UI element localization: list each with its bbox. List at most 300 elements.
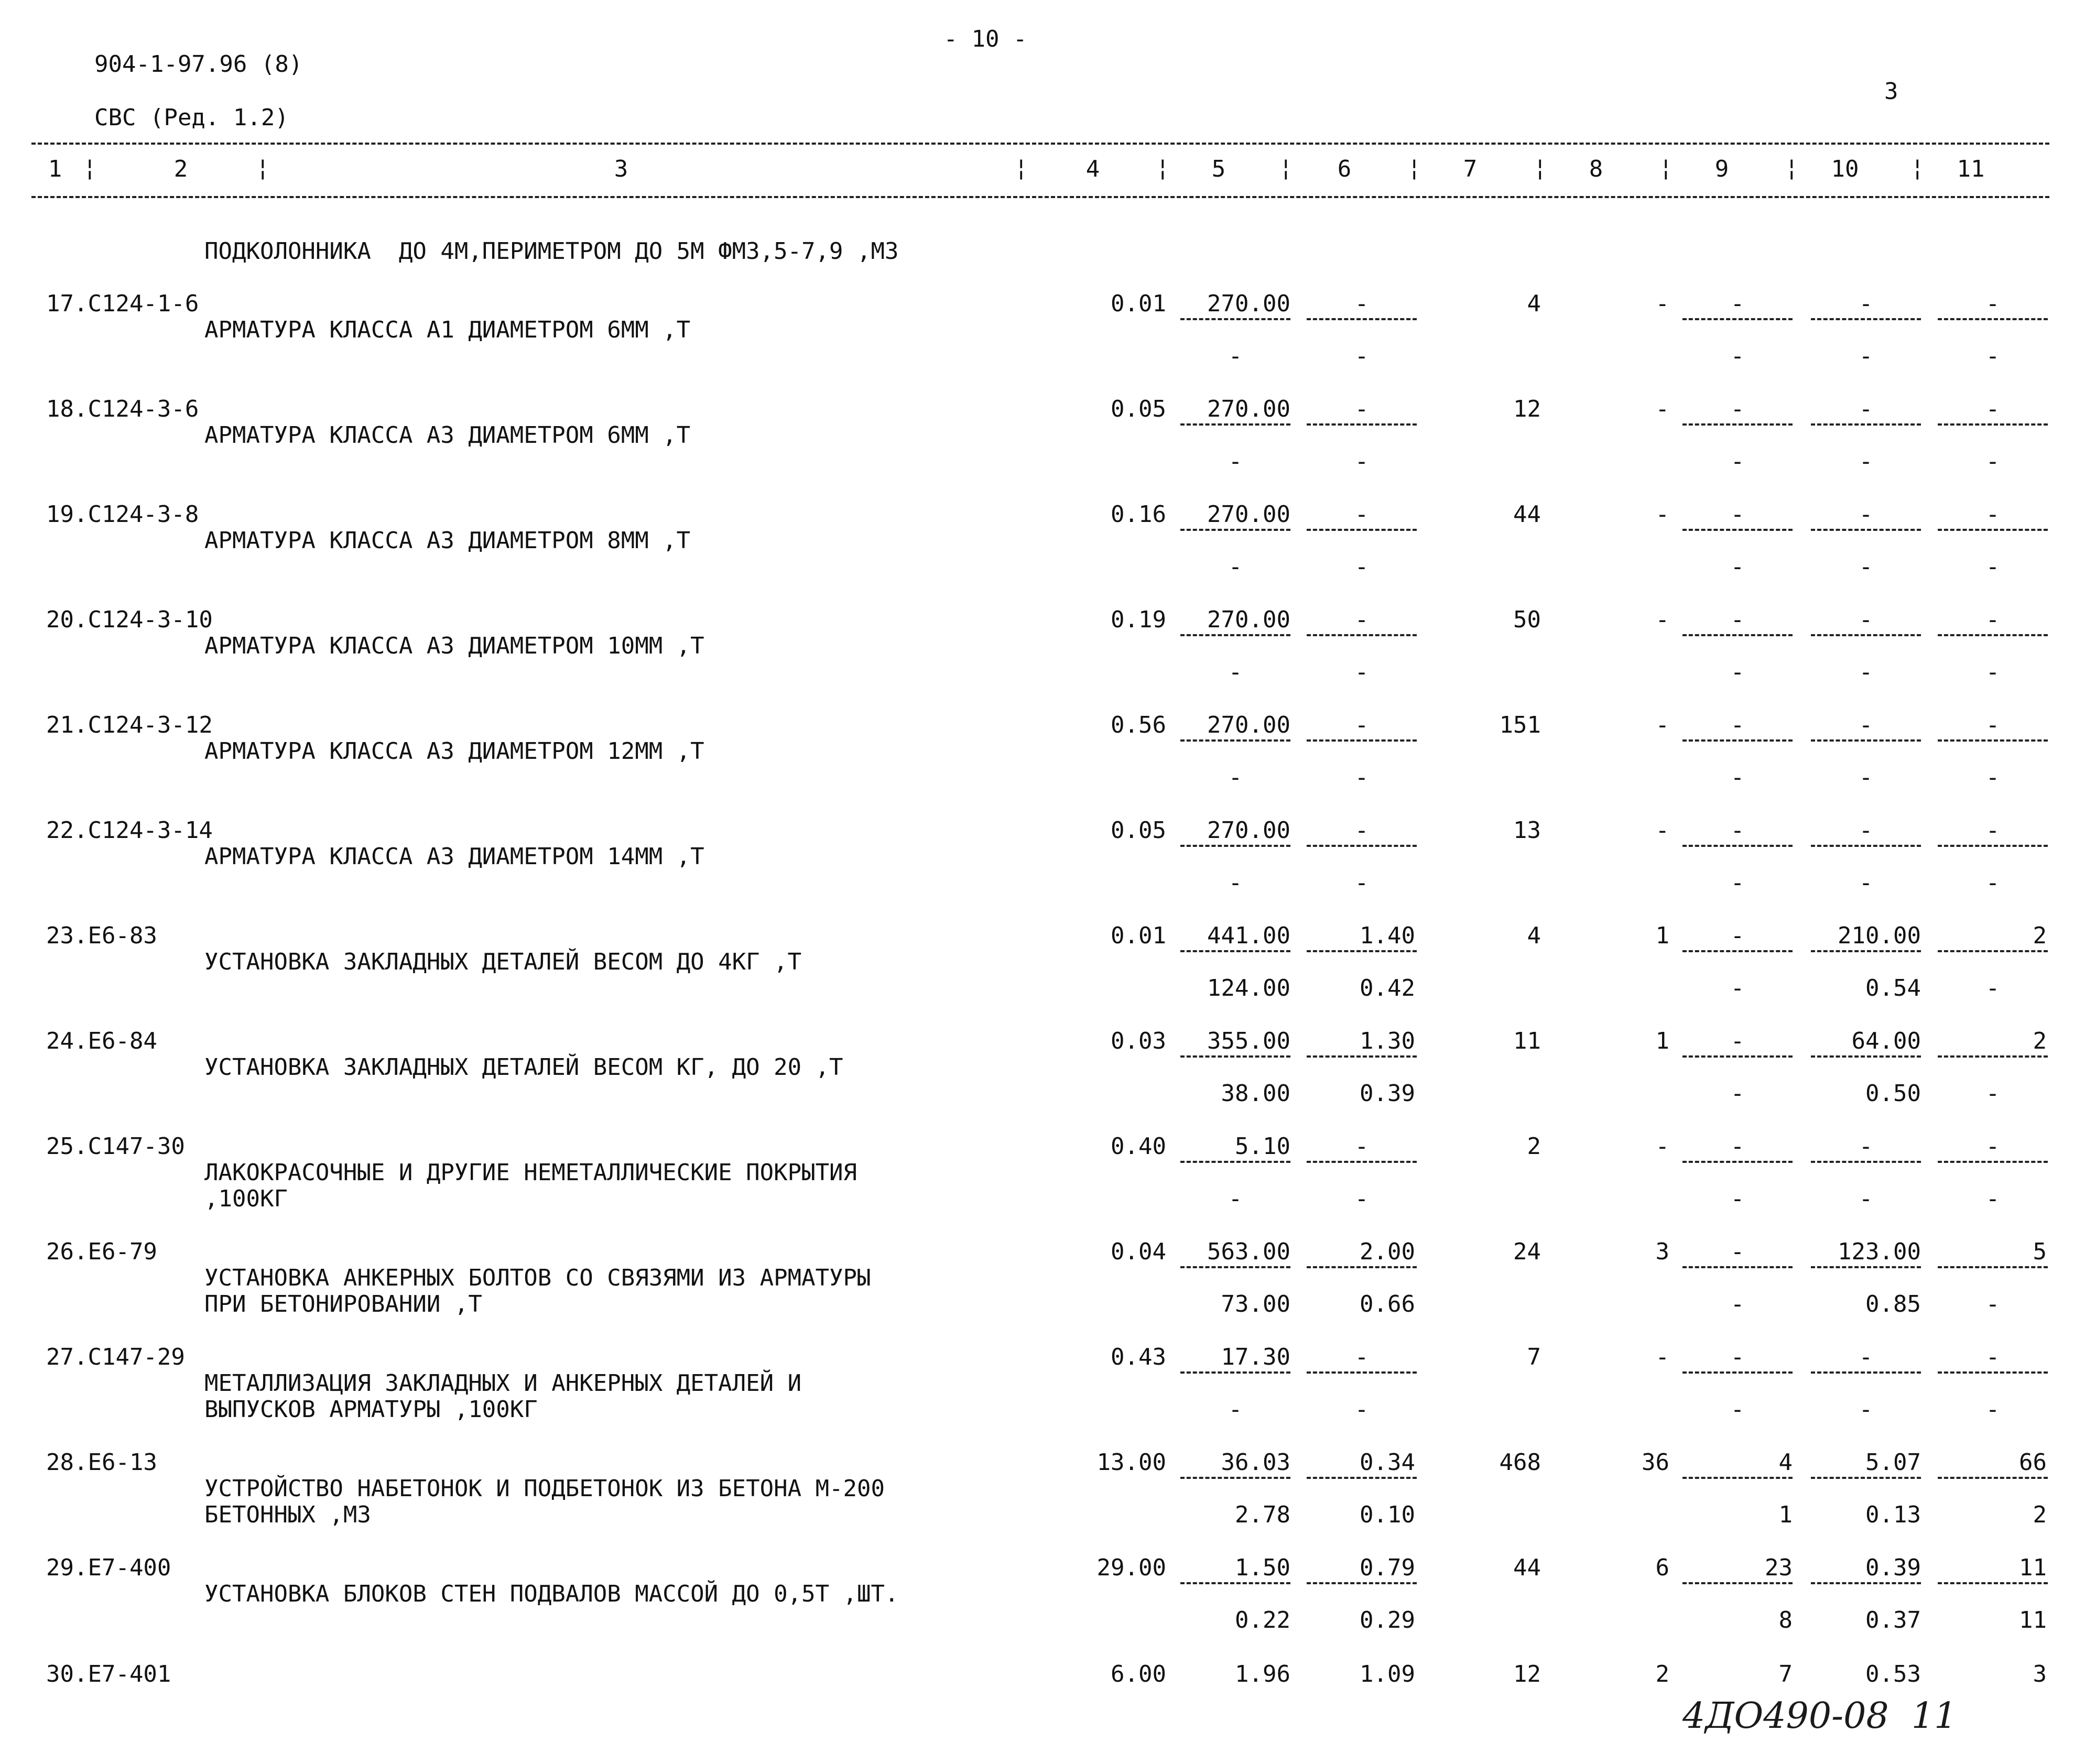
cell-col6: - <box>1354 606 1369 633</box>
cell-col11-sub: - <box>1985 448 2000 475</box>
row-code: 17.С124-1-6 <box>46 290 199 317</box>
fraction-rule <box>1307 950 1417 952</box>
cell-col9: - <box>1730 1028 1745 1054</box>
row-code: 22.С124-3-14 <box>46 817 213 844</box>
row-code: 20.С124-3-10 <box>46 606 213 633</box>
row-code: 25.С147-30 <box>46 1133 185 1160</box>
cell-quantity: 0.56 <box>1111 712 1166 738</box>
fraction-rule <box>1811 529 1921 531</box>
cell-col6-sub: 0.39 <box>1360 1080 1415 1107</box>
cell-total: 7 <box>1527 1344 1541 1370</box>
cell-col9: - <box>1730 290 1745 317</box>
row-description: ВЫПУСКОВ АРМАТУРЫ ,100КГ <box>204 1396 538 1423</box>
fraction-rule <box>1682 1266 1793 1268</box>
fraction-rule <box>1938 1477 2048 1479</box>
fraction-rule <box>1682 739 1793 742</box>
fraction-rule <box>1811 1055 1921 1058</box>
cell-total: 468 <box>1499 1449 1541 1476</box>
row-description: МЕТАЛЛИЗАЦИЯ ЗАКЛАДНЫХ И АНКЕРНЫХ ДЕТАЛЕЙ И <box>204 1370 802 1397</box>
cell-col11: - <box>1985 290 2000 317</box>
cell-col11: - <box>1985 712 2000 738</box>
column-header: 1 <box>48 156 62 182</box>
cell-total: 11 <box>1513 1028 1541 1054</box>
cell-col6: 2.00 <box>1360 1238 1415 1265</box>
cell-col11-sub: - <box>1985 869 2000 896</box>
cell-unit-cost: 270.00 <box>1207 290 1290 317</box>
cell-col6-sub: - <box>1354 1396 1369 1423</box>
header-top-rule <box>31 143 2049 145</box>
row-code: 27.С147-29 <box>46 1344 185 1370</box>
fraction-rule <box>1180 1477 1290 1479</box>
cell-total: 44 <box>1513 1554 1541 1581</box>
cell-col6: - <box>1354 396 1369 422</box>
cell-col11-sub: - <box>1985 1185 2000 1212</box>
fraction-rule <box>1307 1055 1417 1058</box>
cell-unit-cost: 270.00 <box>1207 817 1290 844</box>
cell-col11-sub: - <box>1985 343 2000 369</box>
cell-total: 151 <box>1499 712 1541 738</box>
cell-quantity: 0.19 <box>1111 606 1166 633</box>
fraction-rule <box>1307 529 1417 531</box>
fraction-rule <box>1938 1371 2048 1374</box>
cell-col6-sub: - <box>1354 343 1369 369</box>
fraction-rule <box>1938 950 2048 952</box>
cell-col11: 66 <box>2019 1449 2047 1476</box>
fraction-rule <box>1811 423 1921 426</box>
cell-col8: - <box>1655 396 1669 422</box>
cell-col10-sub: - <box>1859 764 1873 791</box>
fraction-rule <box>1682 423 1793 426</box>
cell-col9-sub: - <box>1730 1291 1745 1317</box>
cell-quantity: 0.01 <box>1111 290 1166 317</box>
cell-col6-sub: - <box>1354 869 1369 896</box>
cell-total: 4 <box>1527 290 1541 317</box>
column-header: 9 <box>1714 156 1729 182</box>
column-header: 3 <box>614 156 628 182</box>
fraction-rule <box>1938 529 2048 531</box>
cell-col6-sub: 0.66 <box>1360 1291 1415 1317</box>
row-description: АРМАТУРА КЛАССА А3 ДИАМЕТРОМ 8ММ ,Т <box>204 527 691 554</box>
row-description: АРМАТУРА КЛАССА А3 ДИАМЕТРОМ 6ММ ,Т <box>204 422 691 449</box>
fraction-rule <box>1307 845 1417 847</box>
cell-col11: - <box>1985 501 2000 528</box>
column-separator: ¦ <box>1533 155 1547 181</box>
cell-col6: - <box>1354 1133 1369 1160</box>
header-bottom-rule <box>31 196 2049 198</box>
sheet-number: 3 <box>1884 78 1898 105</box>
cell-quantity: 13.00 <box>1096 1449 1166 1476</box>
cell-col8: 36 <box>1642 1449 1669 1476</box>
cell-col6-sub: - <box>1354 1185 1369 1212</box>
cell-unit-cost: 441.00 <box>1207 922 1290 949</box>
fraction-rule <box>1938 318 2048 320</box>
cell-col9: - <box>1730 1133 1745 1160</box>
fraction-rule <box>1938 1055 2048 1058</box>
fraction-rule <box>1811 739 1921 742</box>
cell-unit-cost-sub: 73.00 <box>1221 1291 1290 1317</box>
row-code: 28.Е6-13 <box>46 1449 157 1476</box>
fraction-rule <box>1938 1266 2048 1268</box>
cell-col11: 3 <box>2033 1661 2047 1687</box>
cell-col6-sub: - <box>1354 553 1369 580</box>
cell-col11: - <box>1985 1344 2000 1370</box>
cell-col9-sub: - <box>1730 553 1745 580</box>
cell-col9: - <box>1730 396 1745 422</box>
cell-col9: - <box>1730 817 1745 844</box>
fraction-rule <box>1811 1582 1921 1584</box>
cell-quantity: 0.04 <box>1111 1238 1166 1265</box>
cell-col9-sub: - <box>1730 1396 1745 1423</box>
cell-col6: 1.40 <box>1360 922 1415 949</box>
cell-col11-sub: - <box>1985 553 2000 580</box>
fraction-rule <box>1307 318 1417 320</box>
fraction-rule <box>1811 634 1921 636</box>
row-code: 29.Е7-400 <box>46 1554 171 1581</box>
cell-unit-cost-sub: 38.00 <box>1221 1080 1290 1107</box>
cell-total: 24 <box>1513 1238 1541 1265</box>
cell-quantity: 0.16 <box>1111 501 1166 528</box>
cell-col9-sub: - <box>1730 448 1745 475</box>
cell-col10: - <box>1859 290 1873 317</box>
cell-col6-sub: 0.10 <box>1360 1501 1415 1528</box>
cell-col11: - <box>1985 1133 2000 1160</box>
fraction-rule <box>1811 845 1921 847</box>
cell-col9-sub: 1 <box>1778 1501 1793 1528</box>
cell-total: 50 <box>1513 606 1541 633</box>
cell-col9-sub: - <box>1730 343 1745 369</box>
cell-col10: - <box>1859 1344 1873 1370</box>
cell-total: 12 <box>1513 1661 1541 1687</box>
cell-col9: - <box>1730 1238 1745 1265</box>
cell-col6: 0.79 <box>1360 1554 1415 1581</box>
column-header: 7 <box>1463 156 1478 182</box>
column-separator: ¦ <box>1910 155 1925 181</box>
cell-col10-sub: 0.37 <box>1865 1607 1921 1634</box>
row-code: 18.С124-3-6 <box>46 396 199 422</box>
cell-unit-cost-sub: 0.22 <box>1235 1607 1290 1634</box>
cell-col10: 210.00 <box>1838 922 1921 949</box>
cell-col10: - <box>1859 606 1873 633</box>
cell-col9-sub: - <box>1730 869 1745 896</box>
column-header: 8 <box>1589 156 1603 182</box>
cell-col10-sub: - <box>1859 1185 1873 1212</box>
cell-col9-sub: - <box>1730 975 1745 1001</box>
column-separator: ¦ <box>1407 155 1421 181</box>
row-code: 19.С124-3-8 <box>46 501 199 528</box>
cell-col8: 1 <box>1655 922 1669 949</box>
cell-unit-cost-sub: 124.00 <box>1207 975 1290 1001</box>
fraction-rule <box>1682 1582 1793 1584</box>
cell-unit-cost-sub: - <box>1228 764 1243 791</box>
row-description: БЕТОННЫХ ,М3 <box>204 1501 371 1528</box>
fraction-rule <box>1811 1477 1921 1479</box>
cell-col6: - <box>1354 712 1369 738</box>
cell-col10-sub: - <box>1859 869 1873 896</box>
cell-col10-sub: 0.54 <box>1865 975 1921 1001</box>
cell-col10: - <box>1859 1133 1873 1160</box>
fraction-rule <box>1307 634 1417 636</box>
cell-quantity: 0.40 <box>1111 1133 1166 1160</box>
cell-total: 4 <box>1527 922 1541 949</box>
cell-col6-sub: 0.42 <box>1360 975 1415 1001</box>
cell-total: 13 <box>1513 817 1541 844</box>
row-code: 26.Е6-79 <box>46 1238 157 1265</box>
row-description: УСТАНОВКА АНКЕРНЫХ БОЛТОВ СО СВЯЗЯМИ ИЗ АРМАТУРЫ <box>204 1265 871 1291</box>
fraction-rule <box>1938 634 2048 636</box>
fraction-rule <box>1682 1161 1793 1163</box>
row-description: АРМАТУРА КЛАССА А1 ДИАМЕТРОМ 6ММ ,Т <box>204 317 691 343</box>
cell-unit-cost: 355.00 <box>1207 1028 1290 1054</box>
fraction-rule <box>1811 1266 1921 1268</box>
cell-col9: 23 <box>1765 1554 1793 1581</box>
fraction-rule <box>1307 1371 1417 1374</box>
cell-col6: - <box>1354 817 1369 844</box>
cell-col8: 2 <box>1655 1661 1669 1687</box>
row-code: 24.Е6-84 <box>46 1028 157 1054</box>
cell-col9: 7 <box>1778 1661 1793 1687</box>
cell-col8: 3 <box>1655 1238 1669 1265</box>
cell-col11: 2 <box>2033 1028 2047 1054</box>
cell-col11-sub: - <box>1985 764 2000 791</box>
cell-col8: 1 <box>1655 1028 1669 1054</box>
fraction-rule <box>1307 739 1417 742</box>
cell-unit-cost: 1.96 <box>1235 1661 1290 1687</box>
column-header: 10 <box>1831 156 1859 182</box>
fraction-rule <box>1682 950 1793 952</box>
cell-col6: 1.30 <box>1360 1028 1415 1054</box>
fraction-rule <box>1180 318 1290 320</box>
cell-unit-cost: 270.00 <box>1207 396 1290 422</box>
cell-unit-cost: 563.00 <box>1207 1238 1290 1265</box>
row-description: УСТАНОВКА ЗАКЛАДНЫХ ДЕТАЛЕЙ ВЕСОМ КГ, ДО 20 ,Т <box>204 1054 843 1081</box>
fraction-rule <box>1682 318 1793 320</box>
cell-col10: - <box>1859 396 1873 422</box>
cell-col8: - <box>1655 501 1669 528</box>
row-description: УСТРОЙСТВО НАБЕТОНОК И ПОДБЕТОНОК ИЗ БЕТОНА М-200 <box>204 1475 885 1502</box>
cell-col9: 4 <box>1778 1449 1793 1476</box>
cell-col10-sub: 0.50 <box>1865 1080 1921 1107</box>
fraction-rule <box>1180 950 1290 952</box>
fraction-rule <box>1811 1161 1921 1163</box>
row-description: АРМАТУРА КЛАССА А3 ДИАМЕТРОМ 12ММ ,Т <box>204 738 704 765</box>
cell-col11-sub: 11 <box>2019 1607 2047 1634</box>
fraction-rule <box>1180 423 1290 426</box>
cell-col10-sub: 0.13 <box>1865 1501 1921 1528</box>
fraction-rule <box>1180 634 1290 636</box>
cell-total: 44 <box>1513 501 1541 528</box>
cell-unit-cost-sub: - <box>1228 448 1243 475</box>
cell-col10: - <box>1859 501 1873 528</box>
cell-col6-sub: 0.29 <box>1360 1607 1415 1634</box>
column-header: 2 <box>173 156 188 182</box>
fraction-rule <box>1682 1371 1793 1374</box>
fraction-rule <box>1180 529 1290 531</box>
cell-col9: - <box>1730 501 1745 528</box>
fraction-rule <box>1307 423 1417 426</box>
edition-label: СВС (Ред. 1.2) <box>94 104 289 131</box>
cell-col9: - <box>1730 606 1745 633</box>
row-description: АРМАТУРА КЛАССА А3 ДИАМЕТРОМ 10ММ ,Т <box>204 633 704 659</box>
cell-unit-cost: 5.10 <box>1235 1133 1290 1160</box>
row-description: УСТАНОВКА ЗАКЛАДНЫХ ДЕТАЛЕЙ ВЕСОМ ДО 4КГ ,Т <box>204 949 802 975</box>
fraction-rule <box>1307 1477 1417 1479</box>
cell-unit-cost: 270.00 <box>1207 606 1290 633</box>
cell-unit-cost-sub: - <box>1228 1185 1243 1212</box>
fraction-rule <box>1180 1582 1290 1584</box>
cell-col8: - <box>1655 606 1669 633</box>
cell-col10: 0.39 <box>1865 1554 1921 1581</box>
cell-col9-sub: - <box>1730 659 1745 685</box>
cell-col10-sub: - <box>1859 448 1873 475</box>
cell-quantity: 0.01 <box>1111 922 1166 949</box>
cell-unit-cost-sub: 2.78 <box>1235 1501 1290 1528</box>
cell-col6: 0.34 <box>1360 1449 1415 1476</box>
cell-quantity: 0.05 <box>1111 396 1166 422</box>
cell-unit-cost: 17.30 <box>1221 1344 1290 1370</box>
cell-quantity: 6.00 <box>1111 1661 1166 1687</box>
column-header: 4 <box>1085 156 1100 182</box>
fraction-rule <box>1307 1161 1417 1163</box>
cell-col6: - <box>1354 501 1369 528</box>
continuation-line: ПОДКОЛОННИКА ДО 4М,ПЕРИМЕТРОМ ДО 5М ФМ3,5-7,9 ,М3 <box>204 238 899 265</box>
document-code: 904-1-97.96 (8) <box>94 51 303 78</box>
cell-col8: - <box>1655 1344 1669 1370</box>
cell-col8: 6 <box>1655 1554 1669 1581</box>
cell-unit-cost-sub: - <box>1228 869 1243 896</box>
cell-total: 2 <box>1527 1133 1541 1160</box>
fraction-rule <box>1811 318 1921 320</box>
fraction-rule <box>1938 423 2048 426</box>
cell-col11: 2 <box>2033 922 2047 949</box>
cell-col6-sub: - <box>1354 659 1369 685</box>
cell-col11-sub: - <box>1985 1291 2000 1317</box>
column-separator: ¦ <box>1785 155 1799 181</box>
row-description: УСТАНОВКА БЛОКОВ СТЕН ПОДВАЛОВ МАССОЙ ДО 0,5Т ,ШТ. <box>204 1581 899 1607</box>
fraction-rule <box>1180 1161 1290 1163</box>
fraction-rule <box>1180 1055 1290 1058</box>
cell-col8: - <box>1655 712 1669 738</box>
cell-col11: 5 <box>2033 1238 2047 1265</box>
cell-col11-sub: - <box>1985 1396 2000 1423</box>
cell-col10-sub: - <box>1859 659 1873 685</box>
column-separator: ¦ <box>83 155 97 181</box>
column-header: 11 <box>1957 156 1985 182</box>
cell-col10: 5.07 <box>1865 1449 1921 1476</box>
cell-col10-sub: 0.85 <box>1865 1291 1921 1317</box>
column-separator: ¦ <box>1156 155 1170 181</box>
cell-col8: - <box>1655 1133 1669 1160</box>
fraction-rule <box>1938 739 2048 742</box>
fraction-rule <box>1682 1477 1793 1479</box>
cell-col10: 0.53 <box>1865 1661 1921 1687</box>
cell-col10: 123.00 <box>1838 1238 1921 1265</box>
fraction-rule <box>1307 1582 1417 1584</box>
cell-col11-sub: - <box>1985 975 2000 1001</box>
cell-col11: - <box>1985 606 2000 633</box>
fraction-rule <box>1938 1161 2048 1163</box>
cell-col6: 1.09 <box>1360 1661 1415 1687</box>
cell-col6: - <box>1354 290 1369 317</box>
fraction-rule <box>1682 634 1793 636</box>
cell-unit-cost-sub: - <box>1228 553 1243 580</box>
fraction-rule <box>1938 1582 2048 1584</box>
column-separator: ¦ <box>256 155 270 181</box>
fraction-rule <box>1180 739 1290 742</box>
cell-unit-cost-sub: - <box>1228 1396 1243 1423</box>
cell-unit-cost: 1.50 <box>1235 1554 1290 1581</box>
row-code: 21.С124-3-12 <box>46 712 213 738</box>
column-separator: ¦ <box>1014 155 1028 181</box>
cell-col11: 11 <box>2019 1554 2047 1581</box>
fraction-rule <box>1180 1371 1290 1374</box>
row-code: 30.Е7-401 <box>46 1661 171 1687</box>
fraction-rule <box>1682 845 1793 847</box>
cell-col8: - <box>1655 817 1669 844</box>
fraction-rule <box>1682 1055 1793 1058</box>
cell-col8: - <box>1655 290 1669 317</box>
fraction-rule <box>1938 845 2048 847</box>
cell-col10: - <box>1859 817 1873 844</box>
page-number: - 10 - <box>943 26 1027 52</box>
cell-col9-sub: - <box>1730 764 1745 791</box>
handwritten-archive-note: 4ДО490-08 11 <box>1682 1695 1957 1737</box>
cell-col9: - <box>1730 922 1745 949</box>
cell-quantity: 0.05 <box>1111 817 1166 844</box>
cell-col11-sub: 2 <box>2033 1501 2047 1528</box>
column-separator: ¦ <box>1659 155 1673 181</box>
cell-unit-cost: 270.00 <box>1207 501 1290 528</box>
column-header: 6 <box>1337 156 1352 182</box>
cell-col11-sub: - <box>1985 1080 2000 1107</box>
cell-unit-cost-sub: - <box>1228 659 1243 685</box>
cell-col10-sub: - <box>1859 343 1873 369</box>
fraction-rule <box>1180 845 1290 847</box>
cell-col9-sub: 8 <box>1778 1607 1793 1634</box>
cell-unit-cost: 36.03 <box>1221 1449 1290 1476</box>
fraction-rule <box>1180 1266 1290 1268</box>
row-description: ЛАКОКРАСОЧНЫЕ И ДРУГИЕ НЕМЕТАЛЛИЧЕСКИЕ ПОКРЫТИЯ <box>204 1159 857 1186</box>
cell-col9-sub: - <box>1730 1185 1745 1212</box>
cell-col6: - <box>1354 1344 1369 1370</box>
cell-col9: - <box>1730 1344 1745 1370</box>
cell-col10-sub: - <box>1859 553 1873 580</box>
row-description: АРМАТУРА КЛАССА А3 ДИАМЕТРОМ 14ММ ,Т <box>204 843 704 870</box>
fraction-rule <box>1811 1371 1921 1374</box>
cell-col9-sub: - <box>1730 1080 1745 1107</box>
cell-col6-sub: - <box>1354 764 1369 791</box>
cell-col11-sub: - <box>1985 659 2000 685</box>
cell-col10: - <box>1859 712 1873 738</box>
cell-unit-cost-sub: - <box>1228 343 1243 369</box>
cell-total: 12 <box>1513 396 1541 422</box>
cell-quantity: 0.43 <box>1111 1344 1166 1370</box>
column-separator: ¦ <box>1279 155 1293 181</box>
cell-quantity: 29.00 <box>1096 1554 1166 1581</box>
row-description: ,100КГ <box>204 1185 288 1212</box>
row-description: ПРИ БЕТОНИРОВАНИИ ,Т <box>204 1291 482 1317</box>
cell-col10-sub: - <box>1859 1396 1873 1423</box>
cell-col11: - <box>1985 396 2000 422</box>
column-header: 5 <box>1211 156 1226 182</box>
cell-col6-sub: - <box>1354 448 1369 475</box>
cell-col11: - <box>1985 817 2000 844</box>
cell-quantity: 0.03 <box>1111 1028 1166 1054</box>
cell-unit-cost: 270.00 <box>1207 712 1290 738</box>
fraction-rule <box>1307 1266 1417 1268</box>
cell-col9: - <box>1730 712 1745 738</box>
fraction-rule <box>1811 950 1921 952</box>
cell-col10: 64.00 <box>1851 1028 1921 1054</box>
